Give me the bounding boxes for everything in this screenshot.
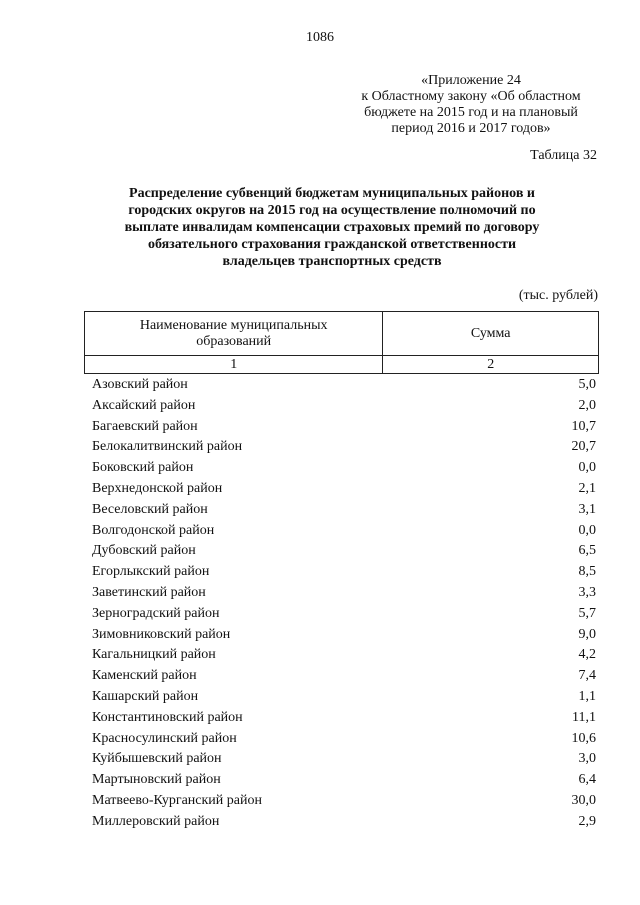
header-number-row xyxy=(85,356,599,374)
district-name: Мартыновский район xyxy=(92,772,221,788)
table-row xyxy=(92,437,596,458)
table-row xyxy=(92,541,596,562)
district-value: 20,7 xyxy=(571,439,596,455)
district-name: Матвеево-Курганский район xyxy=(92,792,262,808)
table-row xyxy=(92,791,596,812)
units-label: (тыс. рублей) xyxy=(518,288,598,303)
district-name: Кашарский район xyxy=(92,688,199,704)
table-row xyxy=(92,458,596,479)
district-value: 2,0 xyxy=(578,397,596,413)
table-row xyxy=(92,375,596,396)
header-name-line: образований xyxy=(196,333,272,349)
district-value: 10,6 xyxy=(571,730,596,746)
district-value: 3,1 xyxy=(578,501,596,517)
district-name: Багаевский район xyxy=(92,418,198,434)
appendix-line: бюджете на 2015 год и на плановый xyxy=(364,105,578,120)
appendix-note xyxy=(340,73,602,137)
header-number-2: 2 xyxy=(383,356,599,374)
table-header xyxy=(84,311,599,374)
header-name-cell xyxy=(85,312,383,356)
table-row xyxy=(92,500,596,521)
table-label: Таблица 32 xyxy=(530,148,597,163)
district-value: 8,5 xyxy=(578,564,596,580)
document-title xyxy=(92,185,572,270)
district-value: 30,0 xyxy=(571,792,596,808)
header-row xyxy=(85,312,599,356)
district-value: 10,7 xyxy=(571,418,596,434)
table-row xyxy=(92,729,596,750)
district-name: Миллеровский район xyxy=(92,813,220,829)
table-row xyxy=(92,708,596,729)
table-row xyxy=(92,625,596,646)
district-name: Волгодонской район xyxy=(92,522,215,538)
district-name: Зерноградский район xyxy=(92,605,220,621)
district-name: Белокалитвинский район xyxy=(92,439,243,455)
table-row xyxy=(92,562,596,583)
appendix-line: «Приложение 24 xyxy=(421,73,521,88)
appendix-line: период 2016 и 2017 годов» xyxy=(391,121,551,136)
district-name: Азовский район xyxy=(92,377,188,392)
district-name: Верхнедонской район xyxy=(92,480,223,496)
title-line: обязательного страхования гражданской ответственности xyxy=(147,237,517,252)
district-value: 1,1 xyxy=(578,688,596,704)
title-line: владельцев транспортных средств xyxy=(222,254,442,269)
table-row xyxy=(92,749,596,770)
district-name: Константиновский район xyxy=(92,709,243,725)
district-name: Егорлыкский район xyxy=(92,564,210,580)
district-name: Зимовниковский район xyxy=(92,626,231,642)
title-line: городских округов на 2015 год на осуществление полномочий по xyxy=(128,203,536,218)
table-row xyxy=(92,770,596,791)
district-value: 0,0 xyxy=(578,522,596,538)
district-name: Красносулинский район xyxy=(92,730,237,746)
district-value: 2,9 xyxy=(578,813,596,829)
district-value: 3,3 xyxy=(578,584,596,600)
table-row xyxy=(92,687,596,708)
district-value: 5,0 xyxy=(578,377,596,392)
title-line: Распределение субвенций бюджетам муниципальных районов и xyxy=(129,186,535,201)
district-value: 4,2 xyxy=(578,647,596,663)
header-number-1: 1 xyxy=(85,356,383,374)
header-name-line: Наименование муниципальных xyxy=(139,317,328,333)
appendix-line: к Областному закону «Об областном xyxy=(361,89,581,104)
district-value: 6,4 xyxy=(578,772,596,788)
header-sum-cell: Сумма xyxy=(383,312,599,356)
table-row xyxy=(92,812,596,833)
district-value: 9,0 xyxy=(578,626,596,642)
district-value: 0,0 xyxy=(578,460,596,476)
table-row xyxy=(92,645,596,666)
district-name: Куйбышевский район xyxy=(92,751,222,767)
table-row xyxy=(92,521,596,542)
district-value: 6,5 xyxy=(578,543,596,559)
district-name: Заветинский район xyxy=(92,584,206,600)
page-number: 1086 xyxy=(306,30,334,45)
district-name: Боковский район xyxy=(92,460,194,476)
district-name: Аксайский район xyxy=(92,397,196,413)
table-row xyxy=(92,417,596,438)
table-row xyxy=(92,396,596,417)
district-value: 5,7 xyxy=(578,605,596,621)
district-value: 7,4 xyxy=(578,668,596,684)
district-value: 3,0 xyxy=(578,751,596,767)
table-row xyxy=(92,666,596,687)
district-name: Веселовский район xyxy=(92,501,208,517)
table-row xyxy=(92,479,596,500)
table-row xyxy=(92,583,596,604)
title-line: выплате инвалидам компенсации страховых премий по договору xyxy=(124,220,540,235)
district-value: 11,1 xyxy=(572,709,596,725)
table-row xyxy=(92,604,596,625)
district-name: Каменский район xyxy=(92,668,197,684)
district-name: Дубовский район xyxy=(92,543,196,559)
district-value: 2,1 xyxy=(578,480,596,496)
district-name: Кагальницкий район xyxy=(92,647,216,663)
table-body xyxy=(92,375,596,833)
